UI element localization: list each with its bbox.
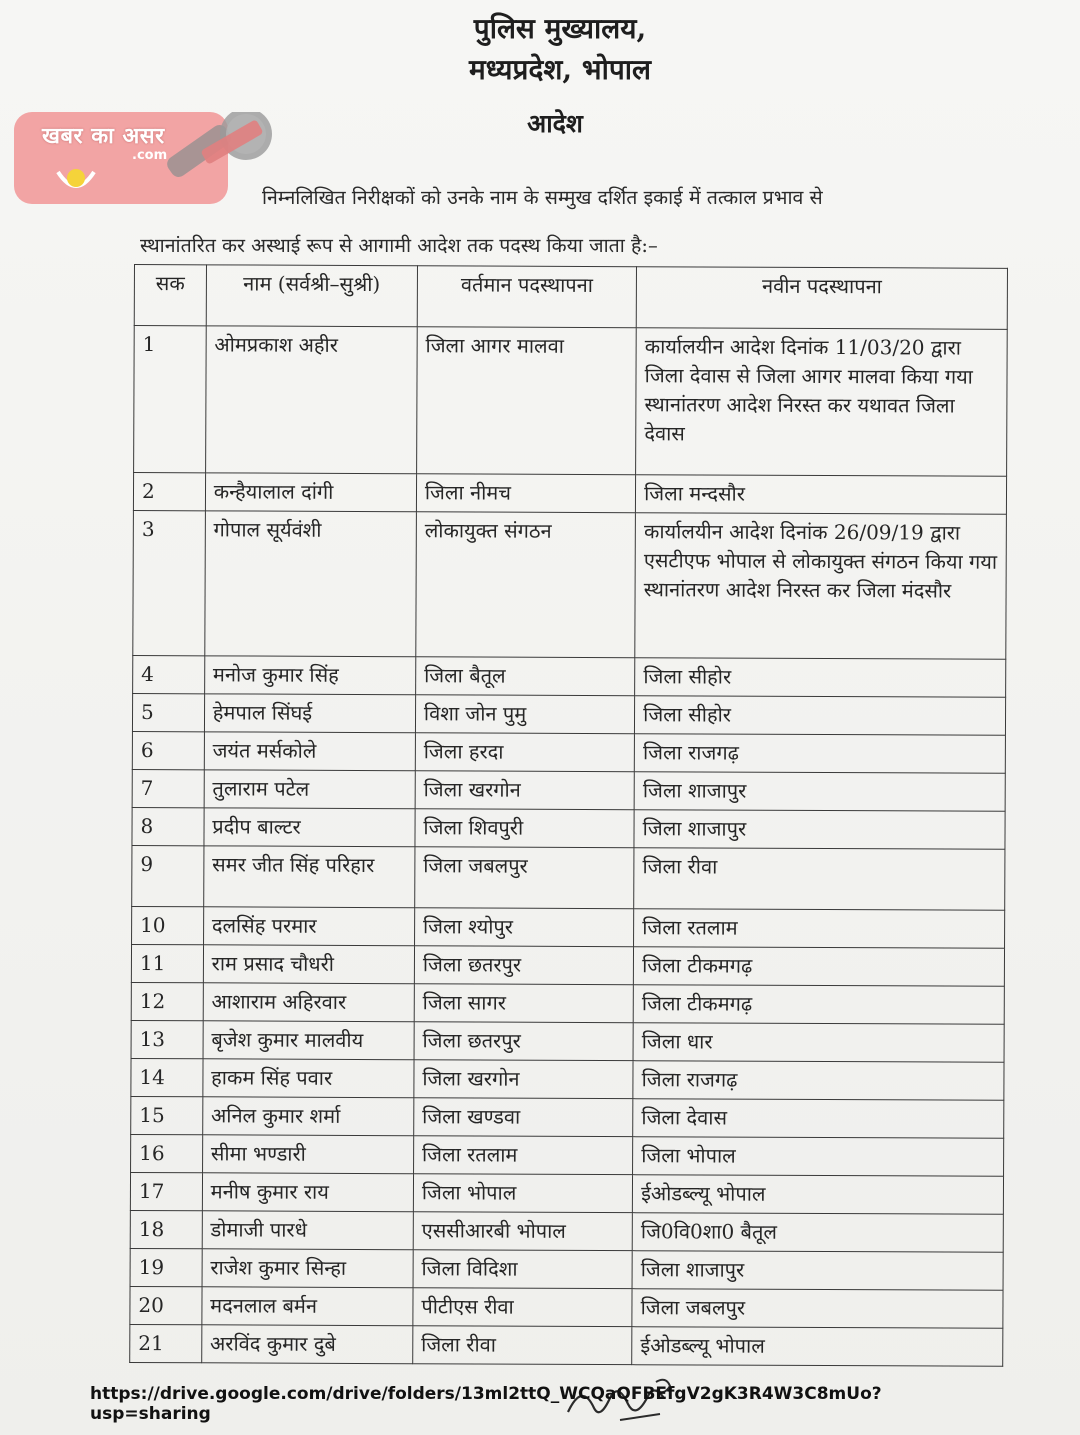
- cell-name: राजेश कुमार सिन्हा: [202, 1249, 413, 1288]
- cell-current-posting: जिला छतरपुर: [414, 1022, 633, 1061]
- cell-new-posting: जिला टीकमगढ़: [634, 947, 1005, 987]
- cell-name: मनीष कुमार राय: [202, 1173, 413, 1212]
- cell-current-posting: जिला विदिशा: [413, 1250, 632, 1289]
- cell-serial: 21: [130, 1324, 202, 1362]
- cell-current-posting: एससीआरबी भोपाल: [413, 1212, 632, 1251]
- cell-serial: 19: [130, 1248, 202, 1286]
- table-row: [133, 510, 1007, 659]
- table-row: [130, 1324, 1003, 1366]
- cell-name: जयंत मर्सकोले: [204, 732, 415, 771]
- cell-new-posting: कार्यालयीन आदेश दिनांक 11/03/20 द्वारा जिला देवास से जिला आगर मालवा किया गया स्थानांतरण आदेश निरस्त कर यथावत जिला देवास: [636, 328, 1007, 477]
- cell-serial: 17: [130, 1172, 202, 1210]
- table-row: [130, 1286, 1003, 1328]
- cell-serial: 7: [132, 769, 204, 807]
- table-row: [132, 769, 1005, 811]
- table-row: [131, 1134, 1004, 1176]
- table-row: [131, 944, 1004, 986]
- cell-new-posting: जिला शाजापुर: [632, 1251, 1003, 1291]
- cell-current-posting: विशा जोन पुमु: [415, 695, 634, 734]
- cell-new-posting: जि0वि0शा0 बैतूल: [632, 1213, 1003, 1253]
- table-row: [132, 693, 1005, 735]
- header-line-2: मध्यप्रदेश, भोपाल: [469, 53, 651, 86]
- cell-new-posting: जिला शाजापुर: [634, 772, 1005, 812]
- cell-serial: 13: [131, 1020, 203, 1058]
- table-row: [132, 731, 1005, 773]
- logo-brand-text: खबर का असर: [42, 124, 165, 149]
- cell-serial: 6: [132, 731, 204, 769]
- cell-serial: 14: [131, 1058, 203, 1096]
- cell-current-posting: जिला सागर: [414, 984, 633, 1023]
- header-name: नाम (सर्वश्री–सुश्री): [206, 265, 417, 327]
- cell-serial: 20: [130, 1286, 202, 1324]
- cell-new-posting: जिला राजगढ़: [634, 734, 1005, 774]
- table-row: [130, 1172, 1003, 1214]
- logo-domain-text: .com: [132, 148, 168, 163]
- table-row: [130, 1248, 1003, 1290]
- cell-new-posting: जिला मन्दसौर: [636, 475, 1007, 515]
- header-current-posting: वर्तमान पदस्थापना: [417, 266, 637, 328]
- intro-line-1: निम्नलिखित निरीक्षकों को उनके नाम के सम्मुख दर्शित इकाई में तत्काल प्रभाव से: [262, 186, 823, 209]
- table-row: [131, 1020, 1004, 1062]
- cell-serial: 16: [131, 1134, 203, 1172]
- cell-serial: 12: [131, 982, 203, 1020]
- table-row: [132, 845, 1005, 910]
- cell-serial: 9: [132, 845, 204, 906]
- cell-current-posting: जिला खण्डवा: [414, 1098, 633, 1137]
- cell-name: हेमपाल सिंघई: [204, 694, 415, 733]
- cell-new-posting: कार्यालयीन आदेश दिनांक 26/09/19 द्वारा एसटीएफ भोपाल से लोकायुक्त संगठन किया गया स्थानांतरण आदेश निरस्त कर जिला मंदसौर: [635, 513, 1006, 660]
- cell-new-posting: ईओडब्ल्यू भोपाल: [633, 1175, 1004, 1215]
- cell-name: राम प्रसाद चौधरी: [203, 945, 414, 984]
- table-row: [132, 906, 1005, 948]
- cell-name: अनिल कुमार शर्मा: [202, 1097, 413, 1136]
- cell-current-posting: पीटीएस रीवा: [413, 1288, 632, 1327]
- cell-name: डोमाजी पारधे: [202, 1211, 413, 1250]
- cell-current-posting: जिला खरगोन: [415, 771, 634, 810]
- cell-new-posting: जिला सीहोर: [635, 696, 1006, 736]
- cell-new-posting: जिला धार: [633, 1023, 1004, 1063]
- cell-serial: 15: [131, 1096, 203, 1134]
- table-row: [133, 473, 1006, 515]
- cell-name: ओमप्रकाश अहीर: [205, 326, 417, 474]
- cell-current-posting: जिला हरदा: [415, 733, 634, 772]
- table-row: [133, 655, 1006, 697]
- table-row: [131, 1058, 1004, 1100]
- cell-serial: 10: [132, 906, 204, 944]
- cell-serial: 8: [132, 807, 204, 845]
- cell-current-posting: जिला बैतूल: [416, 657, 635, 696]
- cell-name: आशाराम अहिरवार: [203, 983, 414, 1022]
- intro-line-2: स्थानांतरित कर अस्थाई रूप से आगामी आदेश तक पदस्थ किया जाता है:–: [140, 234, 658, 257]
- drive-link[interactable]: https://drive.google.com/drive/folders/13ml2ttQ_WCQaQFBEfgV2gK3R4W3C8mUo?usp=sharing: [90, 1384, 882, 1424]
- cell-name: प्रदीप बाल्टर: [204, 808, 415, 847]
- cell-serial: 1: [134, 326, 206, 473]
- cell-name: सीमा भण्डारी: [202, 1135, 413, 1174]
- cell-name: दलसिंह परमार: [203, 907, 414, 946]
- cell-current-posting: जिला आगर मालवा: [416, 327, 636, 475]
- cell-name: बृजेश कुमार मालवीय: [203, 1021, 414, 1060]
- cell-current-posting: जिला श्योपुर: [414, 908, 633, 947]
- cell-serial: 2: [133, 473, 205, 511]
- cell-name: समर जीत सिंह परिहार: [203, 846, 414, 908]
- cell-current-posting: जिला खरगोन: [414, 1060, 633, 1099]
- cell-new-posting: जिला सीहोर: [635, 658, 1006, 698]
- transfer-table: [129, 264, 1008, 1367]
- cell-serial: 11: [131, 944, 203, 982]
- cell-new-posting: जिला भोपाल: [633, 1137, 1004, 1177]
- cell-name: मदनलाल बर्मन: [202, 1287, 413, 1326]
- table-row: [131, 982, 1004, 1024]
- cell-current-posting: जिला रतलाम: [413, 1136, 632, 1175]
- cell-new-posting: जिला शाजापुर: [634, 810, 1005, 850]
- cell-current-posting: लोकायुक्त संगठन: [416, 512, 636, 658]
- cell-current-posting: जिला नीमच: [416, 474, 635, 513]
- cell-current-posting: जिला शिवपुरी: [415, 809, 634, 848]
- cell-new-posting: जिला देवास: [633, 1099, 1004, 1139]
- cell-new-posting: जिला राजगढ़: [633, 1061, 1004, 1101]
- cell-current-posting: जिला रीवा: [413, 1326, 632, 1365]
- cell-serial: 18: [130, 1210, 202, 1248]
- header-line-1: पुलिस मुख्यालय,: [473, 12, 647, 45]
- cell-serial: 4: [133, 655, 205, 693]
- cell-current-posting: जिला छतरपुर: [414, 946, 633, 985]
- table-row: [131, 1096, 1004, 1138]
- cell-name: मनोज कुमार सिंह: [204, 656, 415, 695]
- cell-new-posting: जिला रीवा: [634, 848, 1005, 911]
- cell-serial: 3: [133, 510, 205, 655]
- table-row: [130, 1210, 1003, 1252]
- table-row: [134, 326, 1008, 477]
- table-header-row: [134, 265, 1007, 330]
- cell-new-posting: जिला रतलाम: [634, 909, 1005, 949]
- document-header: [380, 8, 740, 90]
- cell-serial: 5: [132, 693, 204, 731]
- cell-current-posting: जिला भोपाल: [413, 1174, 632, 1213]
- cell-new-posting: जिला टीकमगढ़: [633, 985, 1004, 1025]
- header-serial: सक: [134, 265, 206, 326]
- cell-name: अरविंद कुमार दुबे: [201, 1325, 412, 1364]
- cell-new-posting: जिला जबलपुर: [632, 1289, 1003, 1329]
- order-intro: [140, 174, 990, 270]
- cell-new-posting: ईओडब्ल्यू भोपाल: [632, 1327, 1003, 1367]
- cell-current-posting: जिला जबलपुर: [415, 847, 635, 909]
- cell-name: हाकम सिंह पवार: [203, 1059, 414, 1098]
- order-title: आदेश: [527, 109, 583, 138]
- cell-name: गोपाल सूर्यवंशी: [205, 511, 417, 657]
- table-row: [132, 807, 1005, 849]
- cell-name: कन्हैयालाल दांगी: [205, 473, 416, 512]
- cell-name: तुलाराम पटेल: [204, 770, 415, 809]
- header-new-posting: नवीन पदस्थापना: [636, 267, 1007, 330]
